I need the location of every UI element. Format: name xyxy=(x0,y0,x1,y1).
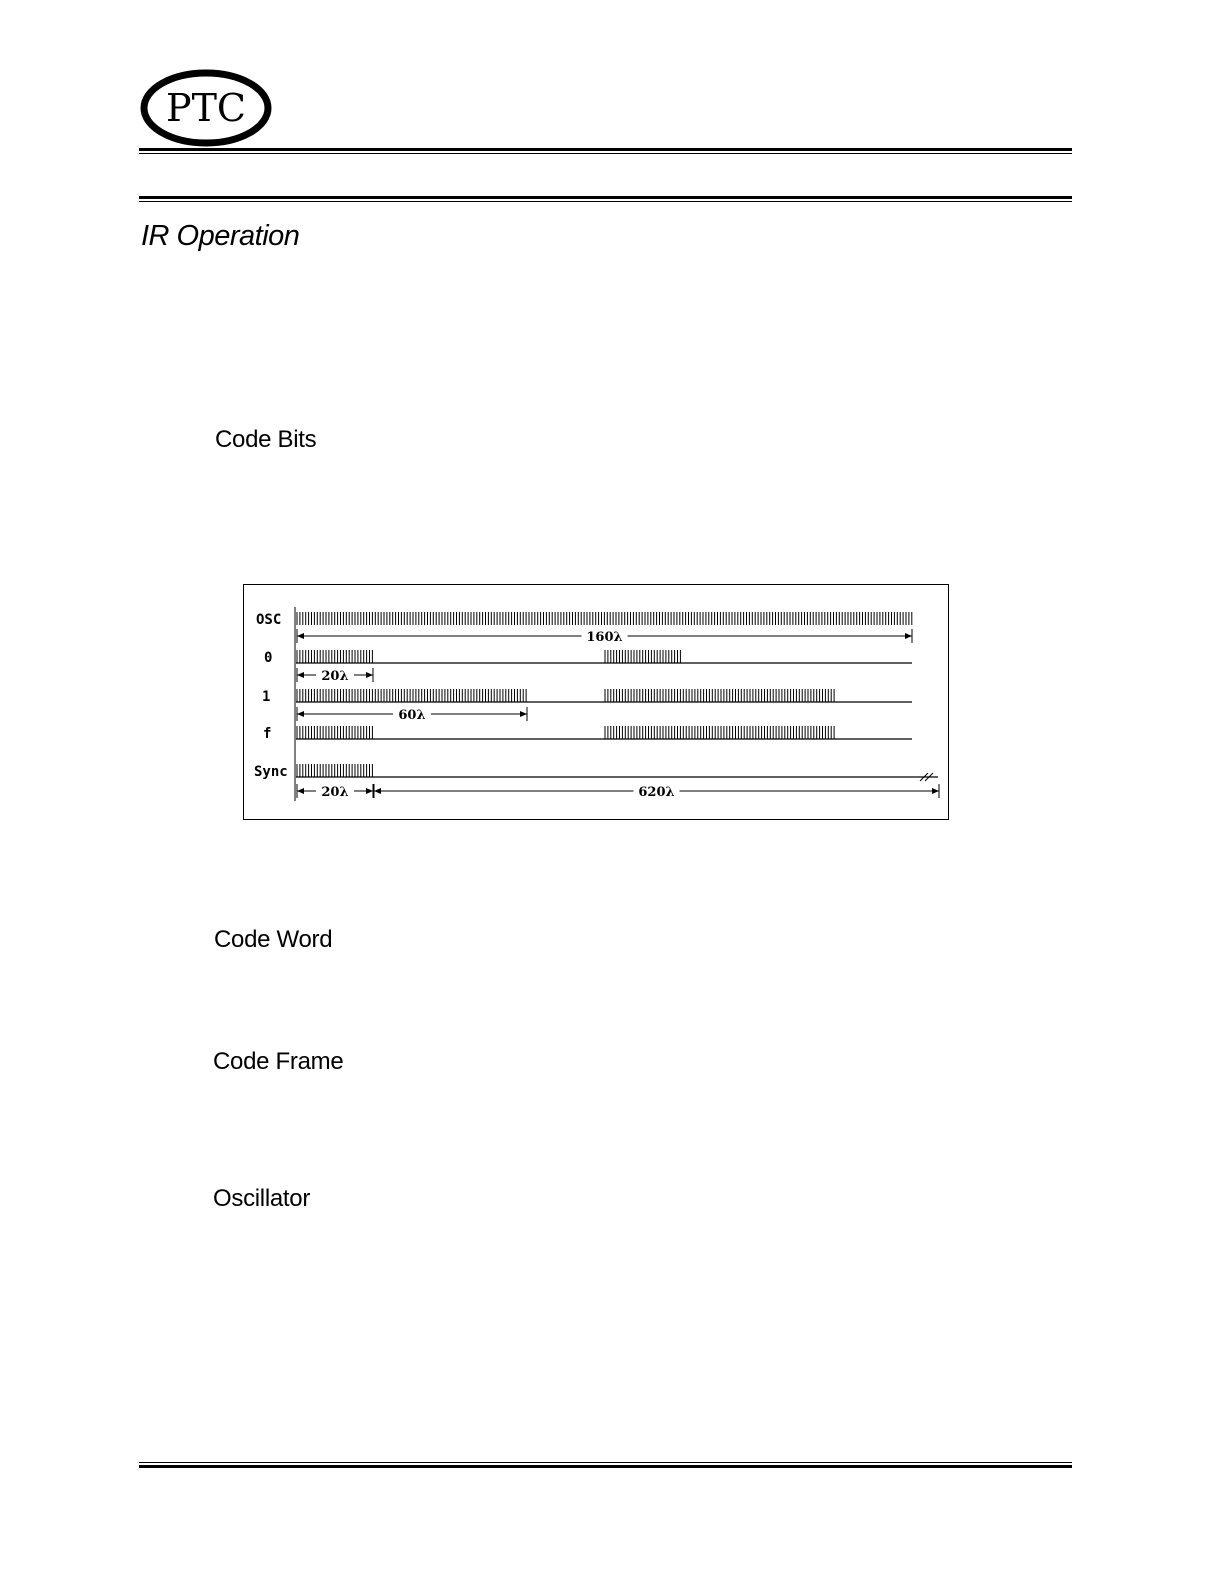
pulse-burst-bit1-1 xyxy=(297,689,526,702)
section-heading-code-bits: Code Bits xyxy=(215,426,317,453)
ptc-logo-icon xyxy=(140,68,272,148)
arrowhead-start-sync_pulse xyxy=(297,788,304,794)
dimension-label-sync_pulse: 20λ xyxy=(321,785,349,800)
pulse-burst-bit0-1 xyxy=(297,650,372,663)
section-heading-code-word: Code Word xyxy=(214,926,333,953)
row-label-bit1: 1 xyxy=(262,689,271,705)
row-label-sync: Sync xyxy=(254,764,288,780)
section-heading-code-frame: Code Frame xyxy=(213,1048,344,1075)
row-label-osc: OSC xyxy=(256,612,282,628)
arrowhead-start-bit1_pulse xyxy=(297,711,304,717)
arrowhead-end-osc_period xyxy=(905,633,912,639)
arrowhead-start-osc_period xyxy=(297,633,304,639)
page-title: IR Operation xyxy=(141,220,300,252)
arrowhead-start-sync_gap xyxy=(374,788,381,794)
arrowhead-end-sync_pulse xyxy=(366,788,373,794)
pulse-burst-sync-1 xyxy=(297,764,372,777)
dimension-sync_gap xyxy=(374,784,939,800)
svg-text:PTC: PTC xyxy=(166,86,246,130)
footer-divider xyxy=(139,1462,1072,1468)
dimension-bit1_pulse xyxy=(297,707,527,723)
arrowhead-end-bit1_pulse xyxy=(520,711,527,717)
arrowhead-start-bit0_pulse xyxy=(297,672,304,678)
arrowhead-end-sync_gap xyxy=(932,788,939,794)
pulse-burst-bit0-2 xyxy=(605,650,680,663)
arrowhead-end-bit0_pulse xyxy=(366,672,373,678)
dimension-label-sync_gap: 620λ xyxy=(638,785,675,800)
dimension-label-bit0_pulse: 20λ xyxy=(321,669,349,684)
dimension-sync_pulse xyxy=(297,784,373,800)
title-divider xyxy=(139,196,1072,202)
pulse-burst-bit1-2 xyxy=(605,689,834,702)
code-bits-timing-diagram xyxy=(243,584,949,820)
pulse-burst-osc-1 xyxy=(297,612,912,625)
pulse-burst-bitf-1 xyxy=(297,726,372,739)
dimension-bit0_pulse xyxy=(297,668,373,684)
row-label-bit0: 0 xyxy=(264,650,273,666)
row-label-bitf: f xyxy=(263,726,272,742)
section-heading-oscillator: Oscillator xyxy=(213,1185,311,1212)
dimension-label-bit1_pulse: 60λ xyxy=(398,708,426,723)
dimension-osc_period xyxy=(297,629,912,645)
dimension-label-osc_period: 160λ xyxy=(586,630,623,645)
pulse-burst-bitf-2 xyxy=(605,726,834,739)
header-divider xyxy=(139,148,1072,154)
